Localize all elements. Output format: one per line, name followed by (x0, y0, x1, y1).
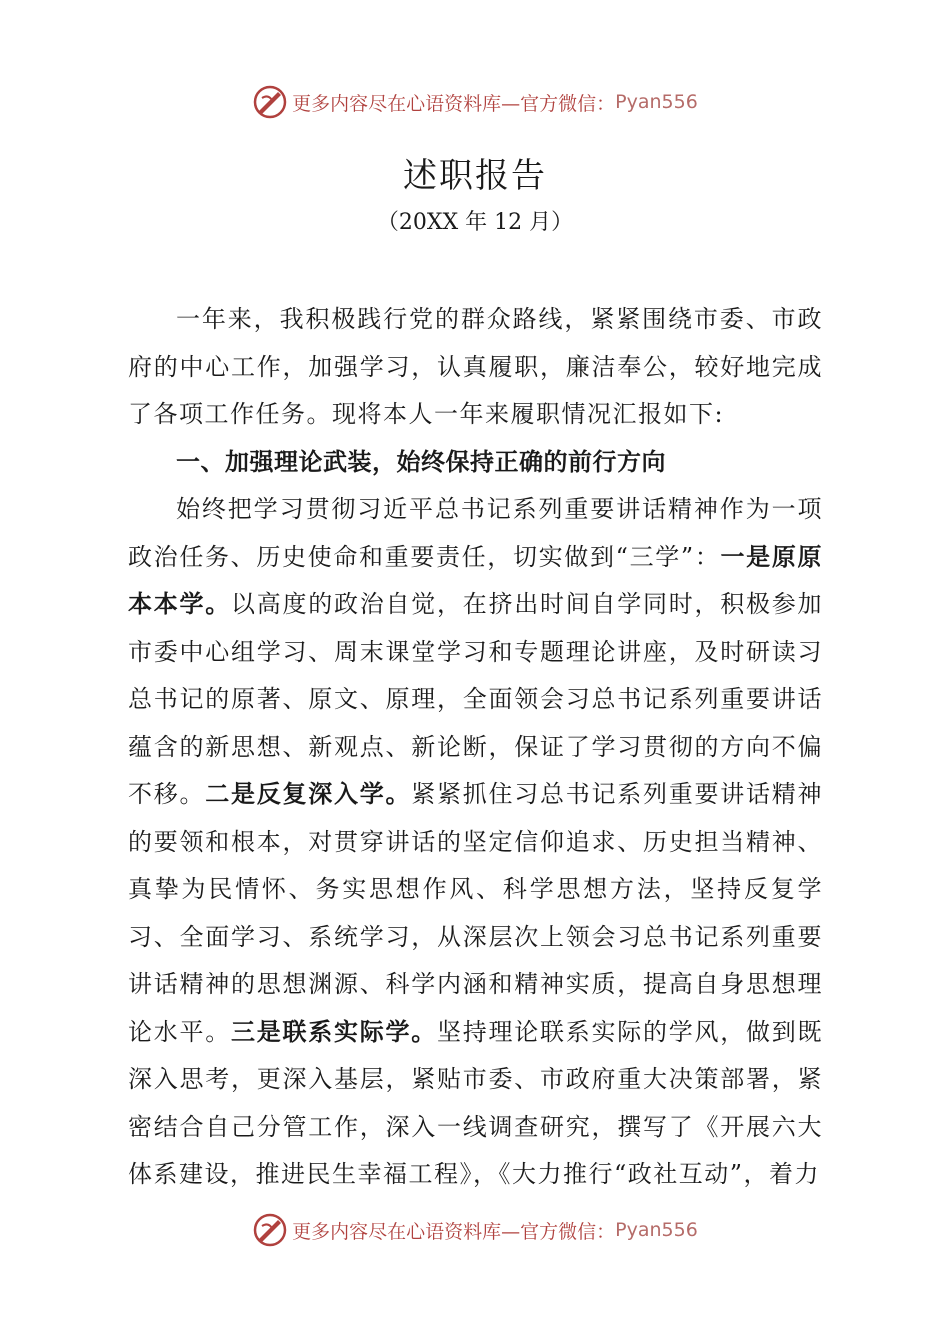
footer-banner (0, 1210, 950, 1250)
lead-phrase-3: 三是联系实际学。 (231, 1017, 437, 1046)
wechat-id: Pyan556 (615, 91, 698, 113)
section-paragraph (128, 486, 823, 1199)
header-banner (0, 82, 950, 122)
paragraph-text-c: 紧紧抓住习总书记系列重要讲话精神的要领和根本，对贯穿讲话的坚定信仰追求、历史担当精神、真挚为民情怀、务实思想作风、科学思想方法，坚持反复学习、全面学习、系统学习，从深层次上领会习总书记系列重要讲话精神的思想渊源、科学内涵和精神实质，提高自身思想理论水平。 (128, 780, 823, 1046)
document-body (128, 296, 823, 1199)
lead-phrase-2: 二是反复深入学。 (205, 780, 412, 808)
paragraph-text-b: 以高度的政治自觉，在挤出时间自学同时，积极参加市委中心组学习、周末课堂学习和专题理论讲座，及时研读习总书记的原著、原文、原理，全面领会习总书记系列重要讲话蕴含的新思想、新观点、新论断，保证了学习贯彻的方向不偏不移。 (128, 590, 823, 808)
section-heading: 一、加强理论武装，始终保持正确的前行方向 (176, 447, 666, 476)
banner-text: 更多内容尽在心语资料库—官方微信： (292, 92, 616, 115)
document-date: （20XX 年 12 月） (376, 210, 574, 235)
paragraph-text-a: 始终把学习贯彻习近平总书记系列重要讲话精神作为一项政治任务、历史使命和重要责任，切实做到“三学”： (128, 495, 823, 571)
pen-logo-icon (252, 1212, 288, 1248)
intro-paragraph: 一年来，我积极践行党的群众路线，紧紧围绕市委、市政府的中心工作，加强学习，认真履职，廉洁奉公，较好地完成了各项工作任务。现将本人一年来履职情况汇报如下: (128, 305, 823, 428)
banner-text: 更多内容尽在心语资料库—官方微信： (292, 1220, 616, 1243)
pen-logo-icon (252, 84, 288, 120)
wechat-id: Pyan556 (615, 1219, 698, 1241)
paragraph-text-d: 坚持理论联系实际的学风，做到既深入思考，更深入基层，紧贴市委、市政府重大决策部署，紧密结合自己分管工作，深入一线调查研究，撰写了《开展六大体系建设，推进民生幸福工程》，《大力推行“政社互动”，着力 (128, 1017, 823, 1188)
lead-phrase-1: 一是原原本本学。 (128, 542, 823, 618)
document-title: 述职报告 (403, 156, 547, 196)
